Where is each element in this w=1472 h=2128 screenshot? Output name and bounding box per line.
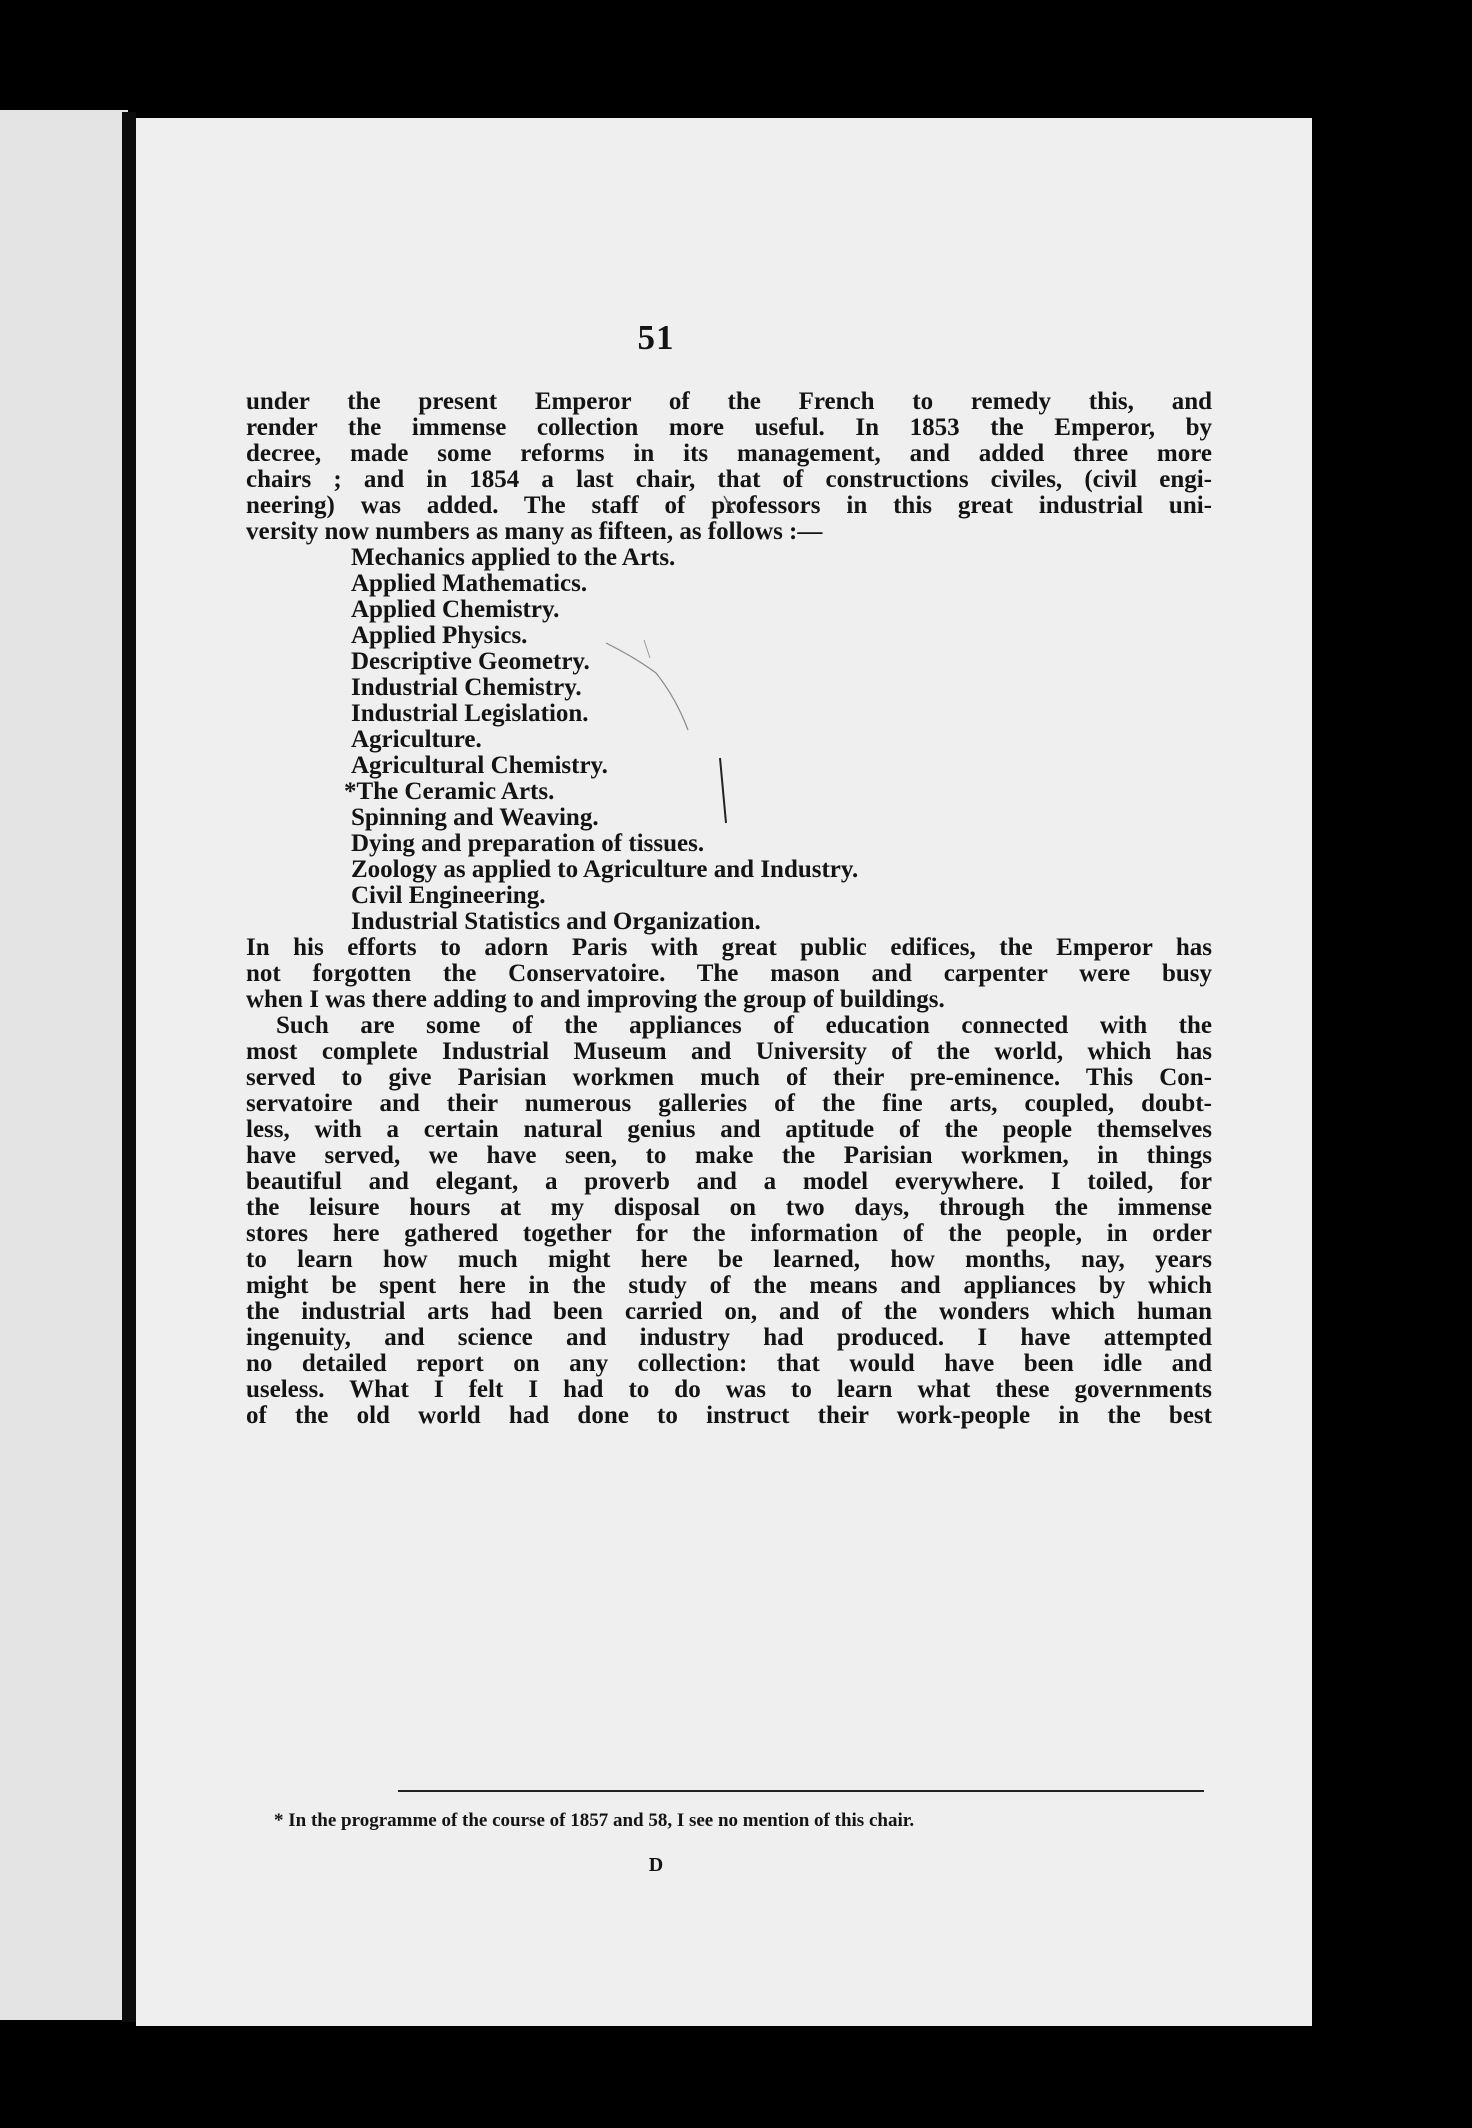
text-line: servatoire and their numerous galleries of the fine arts, coupled, doubt-: [246, 1090, 1212, 1117]
text-line: have served, we have seen, to make the Parisian workmen, in things: [246, 1142, 1212, 1169]
text-line: under the present Emperor of the French to remedy this, and: [246, 388, 1212, 415]
chair-list-item: Descriptive Geometry.: [351, 648, 590, 675]
page-number: 51: [637, 318, 675, 357]
text-line: Such are some of the appliances of education connected with the: [276, 1012, 1212, 1039]
chair-list-item: Mechanics applied to the Arts.: [351, 544, 676, 571]
text-line: In his efforts to adorn Paris with great public edifices, the Emperor has: [246, 934, 1212, 961]
footnote-rule: [398, 1790, 1204, 1792]
text-line: when I was there adding to and improving the group of buildings.: [246, 986, 945, 1013]
text-line: useless. What I felt I had to do was to learn what these governments: [246, 1376, 1212, 1403]
text-line: stores here gathered together for the information of the people, in order: [246, 1220, 1212, 1247]
chair-list-item: Applied Mathematics.: [351, 570, 588, 597]
text-line: no detailed report on any collection: that would have been idle and: [246, 1350, 1212, 1377]
text-line: ingenuity, and science and industry had produced. I have attempted: [246, 1324, 1212, 1351]
text-line: not forgotten the Conservatoire. The mason and carpenter were busy: [246, 960, 1212, 987]
chair-list-item: Zoology as applied to Agriculture and Industry.: [351, 856, 859, 883]
signature-mark: D: [648, 1854, 664, 1876]
chair-list-item: *The Ceramic Arts.: [344, 778, 555, 805]
text-line: most complete Industrial Museum and University of the world, which has: [246, 1038, 1212, 1065]
text-line: the leisure hours at my disposal on two days, through the immense: [246, 1194, 1212, 1221]
binding-gutter: [122, 112, 136, 2022]
text-line: render the immense collection more useful. In 1853 the Emperor, by: [246, 414, 1212, 441]
text-line: beautiful and elegant, a proverb and a model everywhere. I toiled, for: [246, 1168, 1212, 1195]
chair-list-item: Dying and preparation of tissues.: [351, 830, 705, 857]
chair-list-item: Industrial Statistics and Organization.: [351, 908, 761, 935]
chair-list-item: Applied Physics.: [351, 622, 528, 649]
text-line: served to give Parisian workmen much of their pre-eminence. This Con-: [246, 1064, 1212, 1091]
text-line: versity now numbers as many as fifteen, as follows :—: [246, 518, 823, 545]
text-line: might be spent here in the study of the means and appliances by which: [246, 1272, 1212, 1299]
text-line: the industrial arts had been carried on, and of the wonders which human: [246, 1298, 1212, 1325]
text-line: neering) was added. The staff of professors in this great industrial uni-: [246, 492, 1212, 519]
text-line: chairs ; and in 1854 a last chair, that of constructions civiles, (civil engi-: [246, 466, 1212, 493]
text-line: to learn how much might here be learned, how months, nay, years: [246, 1246, 1212, 1273]
book-page: [136, 118, 1312, 2026]
footnote: * In the programme of the course of 1857 and 58, I see no mention of this chair.: [274, 1810, 915, 1831]
chair-list-item: Agriculture.: [351, 726, 482, 753]
chair-list-item: Industrial Legislation.: [351, 700, 589, 727]
chair-list-item: Spinning and Weaving.: [351, 804, 599, 831]
facing-page-edge: [0, 110, 128, 2020]
chair-list-item: Industrial Chemistry.: [351, 674, 582, 701]
text-line: decree, made some reforms in its management, and added three more: [246, 440, 1212, 467]
text-line: less, with a certain natural genius and aptitude of the people themselves: [246, 1116, 1212, 1143]
chair-list-item: Applied Chemistry.: [351, 596, 560, 623]
chair-list-item: Civil Engineering.: [351, 882, 546, 909]
text-line: of the old world had done to instruct their work-people in the best: [246, 1402, 1212, 1429]
chair-list-item: Agricultural Chemistry.: [351, 752, 608, 779]
